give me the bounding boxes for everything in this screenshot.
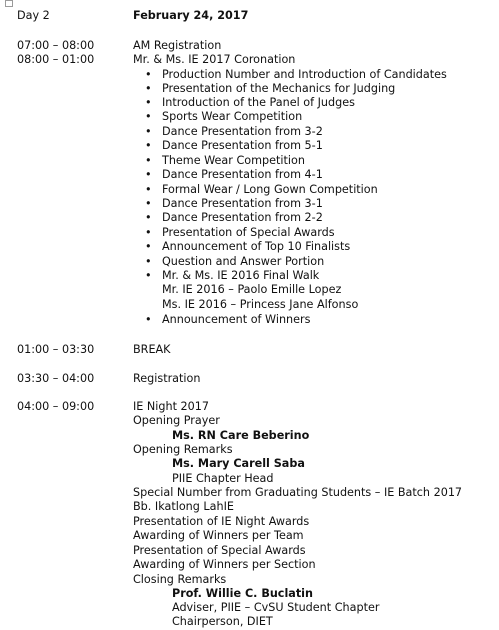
bullet-icon: • <box>145 226 152 239</box>
ie-night-line: Opening Remarks <box>133 443 233 456</box>
ie-night-speaker-role: Adviser, PIIE – CvSU Student Chapter <box>172 601 380 614</box>
day-header <box>0 9 499 23</box>
coronation-item: • Presentation of the Mechanics for Judging <box>145 82 396 95</box>
bullet-icon: • <box>145 96 152 109</box>
ie-night-line: Opening Prayer <box>133 414 220 427</box>
bullet-icon: • <box>145 110 152 123</box>
coronation-item: • Presentation of Special Awards <box>145 226 335 239</box>
ie-night-line: Closing Remarks <box>133 573 227 586</box>
bullet-icon: • <box>145 68 152 81</box>
schedule-row-break <box>0 343 499 357</box>
schedule-event: Mr. & Ms. IE 2017 Coronation <box>133 53 296 66</box>
schedule-row-registration-am <box>0 39 499 53</box>
event-date: February 24, 2017 <box>133 9 249 22</box>
ie-night-line: Awarding of Winners per Section <box>133 558 316 571</box>
schedule-event: Registration <box>133 372 201 385</box>
final-walk-mr: Mr. IE 2016 – Paolo Emille Lopez <box>162 283 342 296</box>
coronation-item: • Sports Wear Competition <box>145 110 303 123</box>
ie-night-speaker: Ms. RN Care Beberino <box>172 429 310 442</box>
ie-night-speaker-role: PIIE Chapter Head <box>172 472 274 485</box>
day-label: Day 2 <box>17 9 50 22</box>
time-slot: 08:00 – 01:00 <box>17 53 95 66</box>
coronation-item: • Announcement of Top 10 Finalists <box>145 240 351 253</box>
ie-night-line: Awarding of Winners per Team <box>133 529 304 542</box>
final-walk-ms: Ms. IE 2016 – Princess Jane Alfonso <box>162 298 359 311</box>
ie-night-line: Bb. Ikatlong LahIE <box>133 500 234 513</box>
bullet-icon: • <box>145 139 152 152</box>
coronation-item: • Introduction of the Panel of Judges <box>145 96 355 109</box>
schedule-event: AM Registration <box>133 39 222 52</box>
schedule-event: BREAK <box>133 343 171 356</box>
bullet-icon: • <box>145 168 152 181</box>
coronation-item: • Production Number and Introduction of Candidates <box>145 68 447 81</box>
ie-night-line: Special Number from Graduating Students – IE Batch 2017 <box>133 486 463 499</box>
bullet-icon: • <box>145 125 152 138</box>
schedule-row-ie-night <box>0 400 499 414</box>
bullet-icon: • <box>145 183 152 196</box>
coronation-item: • Dance Presentation from 5-1 <box>145 139 323 152</box>
ie-night-speaker: Ms. Mary Carell Saba <box>172 457 305 470</box>
time-slot: 03:30 – 04:00 <box>17 372 95 385</box>
coronation-item: • Formal Wear / Long Gown Competition <box>145 183 378 196</box>
coronation-item: • Theme Wear Competition <box>145 154 305 167</box>
coronation-item: • Question and Answer Portion <box>145 255 325 268</box>
coronation-item: • Dance Presentation from 2-2 <box>145 211 323 224</box>
ie-night-line: Presentation of IE Night Awards <box>133 515 310 528</box>
bullet-icon: • <box>145 82 152 95</box>
schedule-event: IE Night 2017 <box>133 400 210 413</box>
coronation-item: • Dance Presentation from 3-1 <box>145 197 323 210</box>
bullet-icon: • <box>145 154 152 167</box>
time-slot: 04:00 – 09:00 <box>17 400 95 413</box>
coronation-item: • Announcement of Winners <box>145 313 311 326</box>
bullet-icon: • <box>145 313 152 326</box>
schedule-row-registration-pm <box>0 372 499 386</box>
time-slot: 07:00 – 08:00 <box>17 39 95 52</box>
schedule-row-coronation <box>0 53 499 67</box>
coronation-item: • Dance Presentation from 3-2 <box>145 125 323 138</box>
coronation-item: • Dance Presentation from 4-1 <box>145 168 323 181</box>
ie-night-speaker-role: Chairperson, DIET <box>172 615 273 628</box>
bullet-icon: • <box>145 211 152 224</box>
ie-night-speaker: Prof. Willie C. Buclatin <box>172 587 313 600</box>
document-corner-mark <box>5 0 13 7</box>
coronation-item: • Mr. & Ms. IE 2016 Final Walk <box>145 269 320 282</box>
bullet-icon: • <box>145 240 152 253</box>
time-slot: 01:00 – 03:30 <box>17 343 95 356</box>
bullet-icon: • <box>145 255 152 268</box>
bullet-icon: • <box>145 269 152 282</box>
bullet-icon: • <box>145 197 152 210</box>
ie-night-line: Presentation of Special Awards <box>133 544 306 557</box>
